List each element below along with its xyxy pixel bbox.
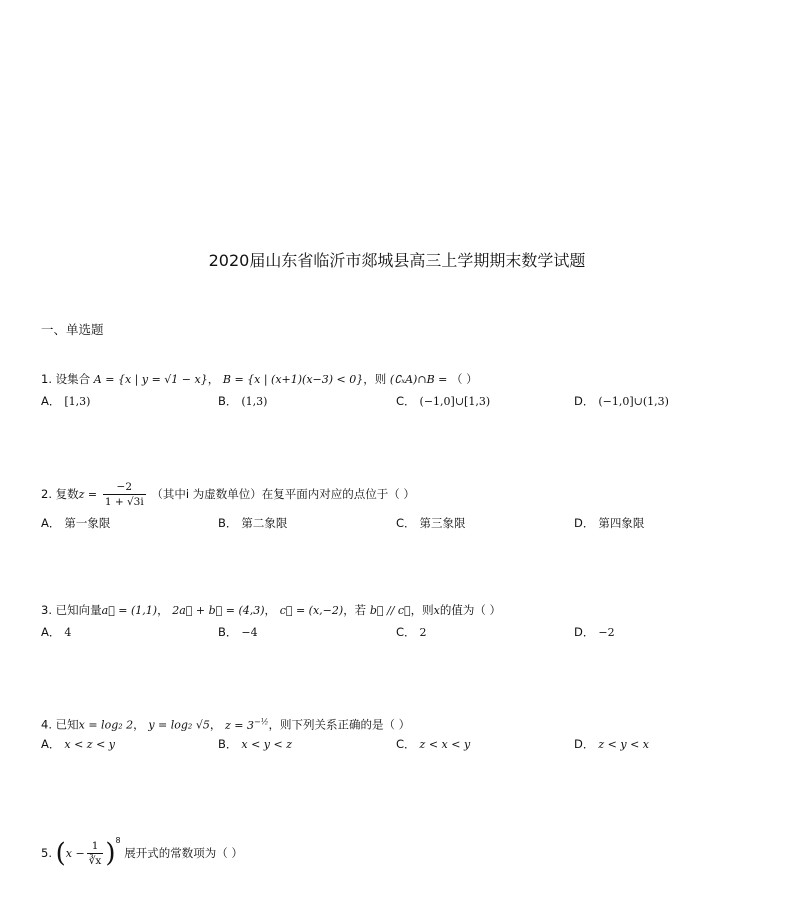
option-letter: B． bbox=[218, 394, 238, 408]
question-text: ， bbox=[209, 717, 222, 732]
question-number: 4. bbox=[41, 717, 52, 732]
math-expression: B = {x | (x+1)(x−3) < 0} bbox=[222, 373, 364, 386]
option-letter: D． bbox=[574, 394, 595, 408]
option-c[interactable] bbox=[396, 736, 470, 752]
option-text: (−1,0]∪[1,3) bbox=[419, 395, 491, 408]
question-text: （ ） bbox=[451, 372, 478, 386]
option-text: (−1,0]∪(1,3) bbox=[598, 395, 669, 408]
question-text: ，则 bbox=[410, 603, 434, 617]
option-letter: A． bbox=[41, 516, 61, 530]
question-text: ，若 bbox=[343, 603, 367, 617]
option-text: z < x < y bbox=[419, 738, 471, 751]
question-2 bbox=[41, 478, 415, 511]
options-row-3 bbox=[41, 624, 761, 644]
option-letter: C． bbox=[396, 516, 416, 530]
option-letter: B． bbox=[218, 625, 238, 639]
question-4 bbox=[41, 710, 410, 738]
option-d[interactable] bbox=[574, 624, 615, 640]
option-letter: C． bbox=[396, 737, 416, 751]
question-text: ， bbox=[133, 717, 145, 732]
question-number: 1. bbox=[41, 372, 52, 386]
option-c[interactable] bbox=[396, 393, 490, 409]
option-c[interactable] bbox=[396, 624, 427, 640]
math-expression: (∁ₓA)∩B = bbox=[389, 373, 448, 386]
math-expression: 2a⃗ + b⃗ = (4,3) bbox=[172, 604, 265, 617]
option-b[interactable] bbox=[218, 624, 258, 640]
question-text: ， bbox=[157, 603, 169, 617]
option-a[interactable] bbox=[41, 393, 90, 409]
exponent-base: z = 3 bbox=[225, 718, 255, 732]
option-text: z < y < x bbox=[598, 738, 649, 751]
option-d[interactable] bbox=[574, 515, 644, 531]
math-expression: b⃗ // c⃗ bbox=[369, 604, 411, 617]
question-number: 2. bbox=[41, 487, 52, 501]
question-text: ， bbox=[207, 372, 220, 386]
option-d[interactable] bbox=[574, 736, 649, 752]
option-letter: D． bbox=[574, 516, 595, 530]
question-text: ，则下列关系正确的是（ ） bbox=[268, 717, 411, 732]
option-b[interactable] bbox=[218, 393, 267, 409]
question-text: 设集合 bbox=[55, 372, 91, 386]
option-letter: A． bbox=[41, 625, 61, 639]
option-text: 2 bbox=[419, 626, 427, 639]
fraction-numerator: −2 bbox=[103, 481, 146, 495]
option-b[interactable] bbox=[218, 515, 287, 531]
option-b[interactable] bbox=[218, 736, 292, 752]
math-expression: x = log₂ 2 bbox=[78, 718, 134, 732]
math-expression: z = bbox=[78, 488, 98, 501]
fraction bbox=[103, 481, 146, 509]
option-letter: D． bbox=[574, 625, 595, 639]
section-heading: 一、单选题 bbox=[41, 322, 104, 337]
option-text: 第三象限 bbox=[419, 516, 466, 530]
math-expression: A = {x | y = √1 − x} bbox=[93, 373, 208, 386]
question-3 bbox=[41, 600, 501, 621]
math-expression: x − bbox=[65, 847, 85, 860]
options-row-1 bbox=[41, 393, 761, 413]
question-text: ， bbox=[264, 603, 277, 617]
option-letter: A． bbox=[41, 737, 61, 751]
right-paren: ) bbox=[105, 838, 116, 869]
option-text: −4 bbox=[241, 626, 258, 639]
question-text: （其中i 为虚数单位）在复平面内对应的点位于（ ） bbox=[151, 487, 415, 501]
question-number: 5. bbox=[41, 846, 52, 860]
question-text: 已知 bbox=[55, 717, 79, 732]
question-5 bbox=[41, 822, 243, 873]
exponent: −½ bbox=[254, 717, 269, 726]
question-text: 复数 bbox=[55, 487, 79, 501]
option-letter: C． bbox=[396, 394, 416, 408]
question-number: 3. bbox=[41, 603, 52, 617]
option-a[interactable] bbox=[41, 736, 115, 752]
fraction-numerator: 1 bbox=[87, 840, 104, 854]
option-text: (1,3) bbox=[241, 395, 268, 408]
option-text: 第二象限 bbox=[241, 516, 288, 530]
fraction bbox=[87, 840, 104, 868]
option-text: −2 bbox=[598, 626, 615, 639]
question-text: ，则 bbox=[363, 372, 387, 386]
option-text: x < y < z bbox=[241, 738, 293, 751]
question-text: 展开式的常数项为（ ） bbox=[124, 846, 243, 860]
options-row-2 bbox=[41, 515, 761, 535]
question-1 bbox=[41, 369, 478, 390]
math-expression: y = log₂ √5 bbox=[148, 718, 210, 732]
option-a[interactable] bbox=[41, 624, 71, 640]
math-expression: x bbox=[433, 604, 440, 617]
exponent: 8 bbox=[115, 836, 121, 845]
option-text: x < z < y bbox=[64, 738, 116, 751]
math-expression: c⃗ = (x,−2) bbox=[279, 604, 344, 617]
option-letter: D． bbox=[574, 737, 595, 751]
option-letter: A． bbox=[41, 394, 61, 408]
question-text: 的值为（ ） bbox=[439, 603, 502, 617]
option-d[interactable] bbox=[574, 393, 669, 409]
option-c[interactable] bbox=[396, 515, 466, 531]
left-paren: ( bbox=[55, 838, 66, 869]
math-expression bbox=[225, 719, 268, 732]
option-text: 第一象限 bbox=[64, 516, 111, 530]
option-a[interactable] bbox=[41, 515, 110, 531]
options-row-4 bbox=[41, 736, 761, 756]
option-text: 第四象限 bbox=[598, 516, 645, 530]
fraction-denominator: 1 + √3i bbox=[104, 495, 144, 508]
fraction-denominator: ∛x bbox=[88, 854, 102, 867]
exam-title: 2020届山东省临沂市郯城县高三上学期期末数学试题 bbox=[208, 251, 586, 270]
question-text: 已知向量 bbox=[55, 603, 102, 617]
option-letter: B． bbox=[218, 516, 238, 530]
option-letter: B． bbox=[218, 737, 238, 751]
option-letter: C． bbox=[396, 625, 416, 639]
math-expression: a⃗ = (1,1) bbox=[101, 604, 158, 617]
option-text: [1,3) bbox=[64, 395, 91, 408]
option-text: 4 bbox=[64, 626, 72, 639]
